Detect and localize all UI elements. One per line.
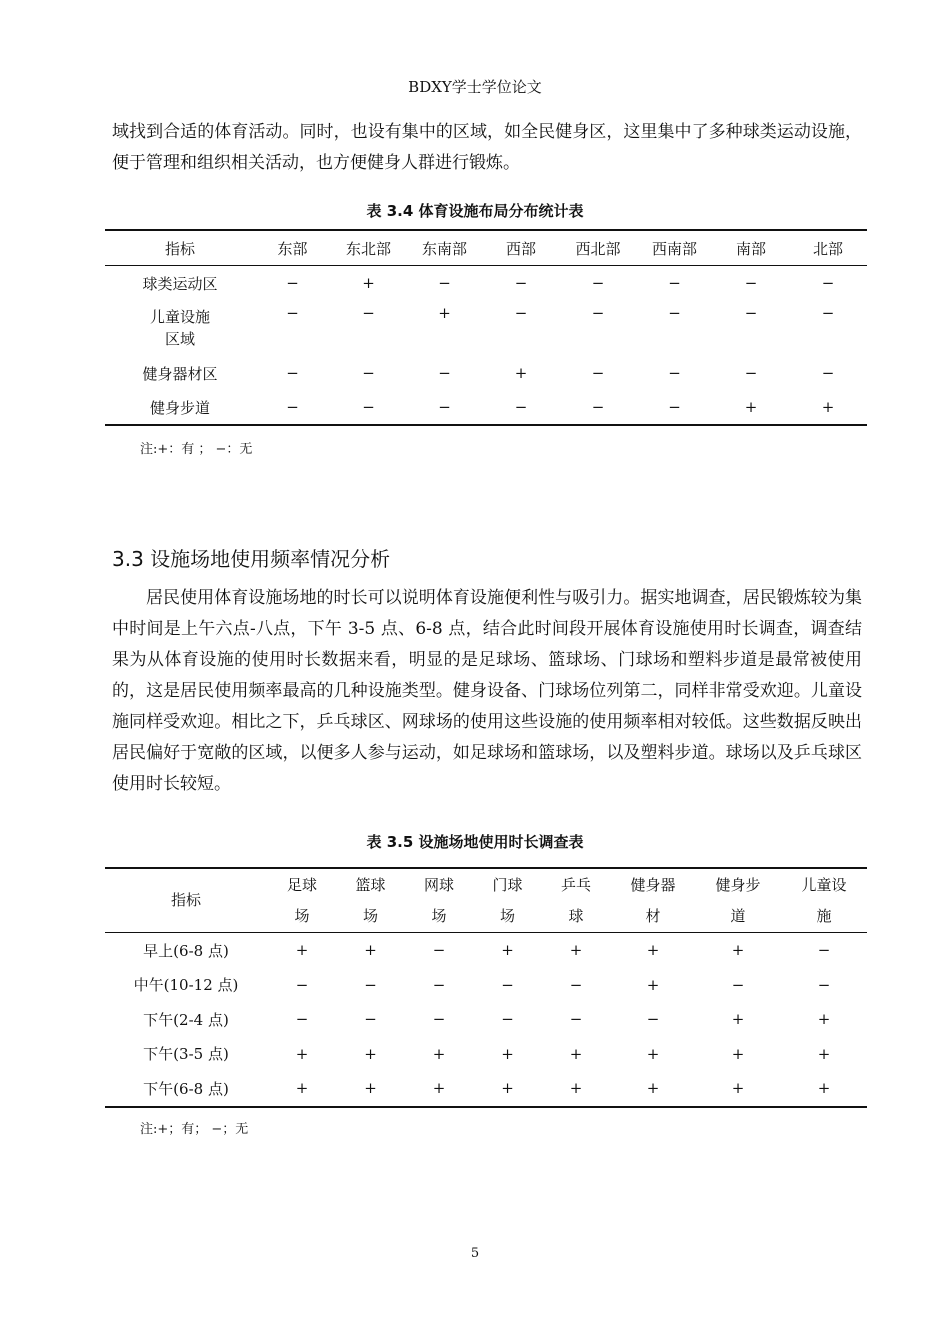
column-header: 东北部 bbox=[330, 230, 407, 266]
table-cell: + bbox=[364, 1079, 377, 1098]
body-paragraph: 居民使用体育设施场地的时长可以说明体育设施便利性与吸引力。据实地调查，居民锻炼较为集中时间是上午六点-八点，下午 3-5 点、6-8 点，结合此时间段开展体育设施使用时长调查，调查结果为从体育设施的使用时长数据来看，明显的是足球场、篮球场、门球场和塑料步道是最常被使用的，这是居民使用频率最高的几种设施类型。健身设备、门球场位列第二，同样非常受欢迎。儿童设施同样受欢迎。相比之下，乒乓球区、网球场的使用这些设施的使用频率相对较低。这些数据反映出居民偏好于宽敞的区域，以便多人参与运动，如足球场和篮球场，以及塑料步道。球场以及乒乓球区使用时长较短。 bbox=[112, 588, 862, 794]
table-cell: + bbox=[744, 398, 758, 416]
column-header: 西部 bbox=[482, 230, 560, 266]
table-cell: − bbox=[438, 364, 451, 382]
table-cell: + bbox=[501, 1079, 514, 1098]
table-row bbox=[105, 1071, 867, 1107]
table-cell: − bbox=[591, 304, 605, 322]
table-cell: − bbox=[364, 975, 377, 994]
table-cell: + bbox=[569, 1079, 583, 1098]
table-cell: − bbox=[591, 364, 605, 382]
row-label: 健身步道 bbox=[149, 398, 210, 417]
table-cell: − bbox=[744, 304, 758, 322]
table-cell: + bbox=[295, 941, 309, 960]
column-header: 西南部 bbox=[636, 230, 713, 266]
column-header: 指标 bbox=[105, 868, 267, 933]
table-cell: − bbox=[362, 364, 375, 382]
row-label: 下午(2-4 点) bbox=[143, 1010, 229, 1029]
row-label: 下午(3-5 点) bbox=[143, 1045, 229, 1064]
table-cell: − bbox=[821, 364, 835, 382]
facility-layout-table bbox=[105, 229, 867, 426]
running-header: BDXY学士学位论文 bbox=[408, 78, 542, 96]
table1-caption: 表 3.4 体育设施布局分布统计表 bbox=[366, 202, 584, 220]
table-cell: + bbox=[438, 304, 451, 322]
table-cell: − bbox=[668, 364, 681, 382]
table-cell: − bbox=[569, 1010, 583, 1029]
table-row bbox=[105, 1002, 867, 1037]
table-cell: − bbox=[295, 1010, 309, 1029]
table-cell: + bbox=[817, 1044, 831, 1063]
column-header: 健身步道 bbox=[695, 868, 781, 933]
row-label: 中午(10-12 点) bbox=[133, 976, 239, 995]
table-row bbox=[105, 300, 867, 356]
table-cell: − bbox=[295, 975, 309, 994]
row-label: 儿童设施区域 bbox=[149, 308, 210, 348]
column-header: 北部 bbox=[789, 230, 867, 266]
table-cell: − bbox=[731, 975, 745, 994]
table-cell: + bbox=[295, 1079, 309, 1098]
intro-paragraph: 域找到合适的体育活动。同时，也设有集中的区域，如全民健身区，这里集中了多种球类运动设施，便于管理和组织相关活动，也方便健身人群进行锻炼。 bbox=[112, 122, 862, 173]
table-cell: + bbox=[364, 1044, 377, 1063]
section-heading: 3.3 设施场地使用频率情况分析 bbox=[112, 547, 391, 571]
table-header-row bbox=[105, 230, 867, 266]
table-row bbox=[105, 356, 867, 390]
column-header: 东部 bbox=[255, 230, 330, 266]
table-cell: − bbox=[362, 304, 375, 322]
table-cell: − bbox=[438, 398, 451, 416]
column-header: 篮球场 bbox=[337, 868, 404, 933]
column-header: 健身器材 bbox=[611, 868, 695, 933]
table-cell: − bbox=[286, 304, 299, 322]
table-cell: − bbox=[286, 364, 299, 382]
table-cell: + bbox=[646, 941, 660, 960]
table-cell: + bbox=[731, 941, 745, 960]
column-header: 南部 bbox=[713, 230, 789, 266]
table-row bbox=[105, 1037, 867, 1072]
table-cell: − bbox=[432, 941, 446, 960]
table-cell: − bbox=[501, 1010, 514, 1029]
table-cell: + bbox=[432, 1079, 446, 1098]
table-cell: − bbox=[432, 975, 446, 994]
table-cell: + bbox=[821, 398, 835, 416]
table-cell: + bbox=[432, 1044, 446, 1063]
table-cell: − bbox=[501, 975, 514, 994]
column-header: 乒乓球 bbox=[541, 868, 611, 933]
table-cell: − bbox=[514, 304, 528, 322]
table-cell: − bbox=[514, 398, 528, 416]
table-row bbox=[105, 933, 867, 968]
usage-duration-table bbox=[105, 867, 867, 1108]
table-header-row bbox=[105, 868, 867, 933]
table-cell: + bbox=[731, 1079, 745, 1098]
table-cell: + bbox=[501, 941, 514, 960]
table-cell: − bbox=[668, 398, 681, 416]
table-cell: − bbox=[668, 274, 681, 292]
column-header: 西北部 bbox=[560, 230, 636, 266]
table-cell: − bbox=[817, 941, 831, 960]
table-cell: − bbox=[744, 274, 758, 292]
table-cell: + bbox=[731, 1044, 745, 1063]
table-cell: − bbox=[286, 398, 299, 416]
row-label: 球类运动区 bbox=[142, 274, 218, 293]
table-cell: − bbox=[286, 274, 299, 292]
row-label: 下午(6-8 点) bbox=[143, 1079, 229, 1098]
table-cell: + bbox=[569, 941, 583, 960]
table-cell: + bbox=[514, 364, 528, 382]
table-cell: + bbox=[731, 1010, 745, 1029]
column-header: 儿童设施 bbox=[781, 868, 867, 933]
table-cell: − bbox=[821, 274, 835, 292]
table-cell: + bbox=[364, 941, 377, 960]
column-header: 足球场 bbox=[267, 868, 337, 933]
table2-note: 注:+；有； −；无 bbox=[140, 1122, 249, 1137]
table-row bbox=[105, 968, 867, 1003]
table-cell: − bbox=[591, 398, 605, 416]
table-cell: + bbox=[817, 1079, 831, 1098]
table2-caption: 表 3.5 设施场地使用时长调查表 bbox=[366, 833, 584, 851]
column-header: 网球场 bbox=[404, 868, 474, 933]
table-cell: − bbox=[569, 975, 583, 994]
table-cell: + bbox=[646, 975, 660, 994]
table-cell: + bbox=[817, 1010, 831, 1029]
table-cell: − bbox=[514, 274, 528, 292]
table-cell: − bbox=[591, 274, 605, 292]
column-header: 指标 bbox=[105, 230, 255, 266]
column-header: 东南部 bbox=[407, 230, 482, 266]
column-header: 门球场 bbox=[474, 868, 541, 933]
table-cell: + bbox=[362, 274, 375, 292]
table-cell: − bbox=[364, 1010, 377, 1029]
table-cell: − bbox=[362, 398, 375, 416]
table-cell: − bbox=[646, 1010, 660, 1029]
table-row bbox=[105, 266, 867, 301]
table1-note: 注:+：有 ； −：无 bbox=[140, 442, 253, 457]
table-cell: + bbox=[295, 1044, 309, 1063]
row-label: 健身器材区 bbox=[142, 364, 218, 383]
table-cell: − bbox=[817, 975, 831, 994]
table-cell: + bbox=[646, 1079, 660, 1098]
table-cell: − bbox=[432, 1010, 446, 1029]
table-cell: + bbox=[501, 1044, 514, 1063]
table-cell: − bbox=[821, 304, 835, 322]
table-cell: − bbox=[744, 364, 758, 382]
table-cell: − bbox=[438, 274, 451, 292]
table-cell: + bbox=[646, 1044, 660, 1063]
row-label: 早上(6-8 点) bbox=[143, 941, 229, 960]
table-row bbox=[105, 390, 867, 425]
table-cell: − bbox=[668, 304, 681, 322]
table-cell: + bbox=[569, 1044, 583, 1063]
page-number: 5 bbox=[470, 1246, 480, 1261]
